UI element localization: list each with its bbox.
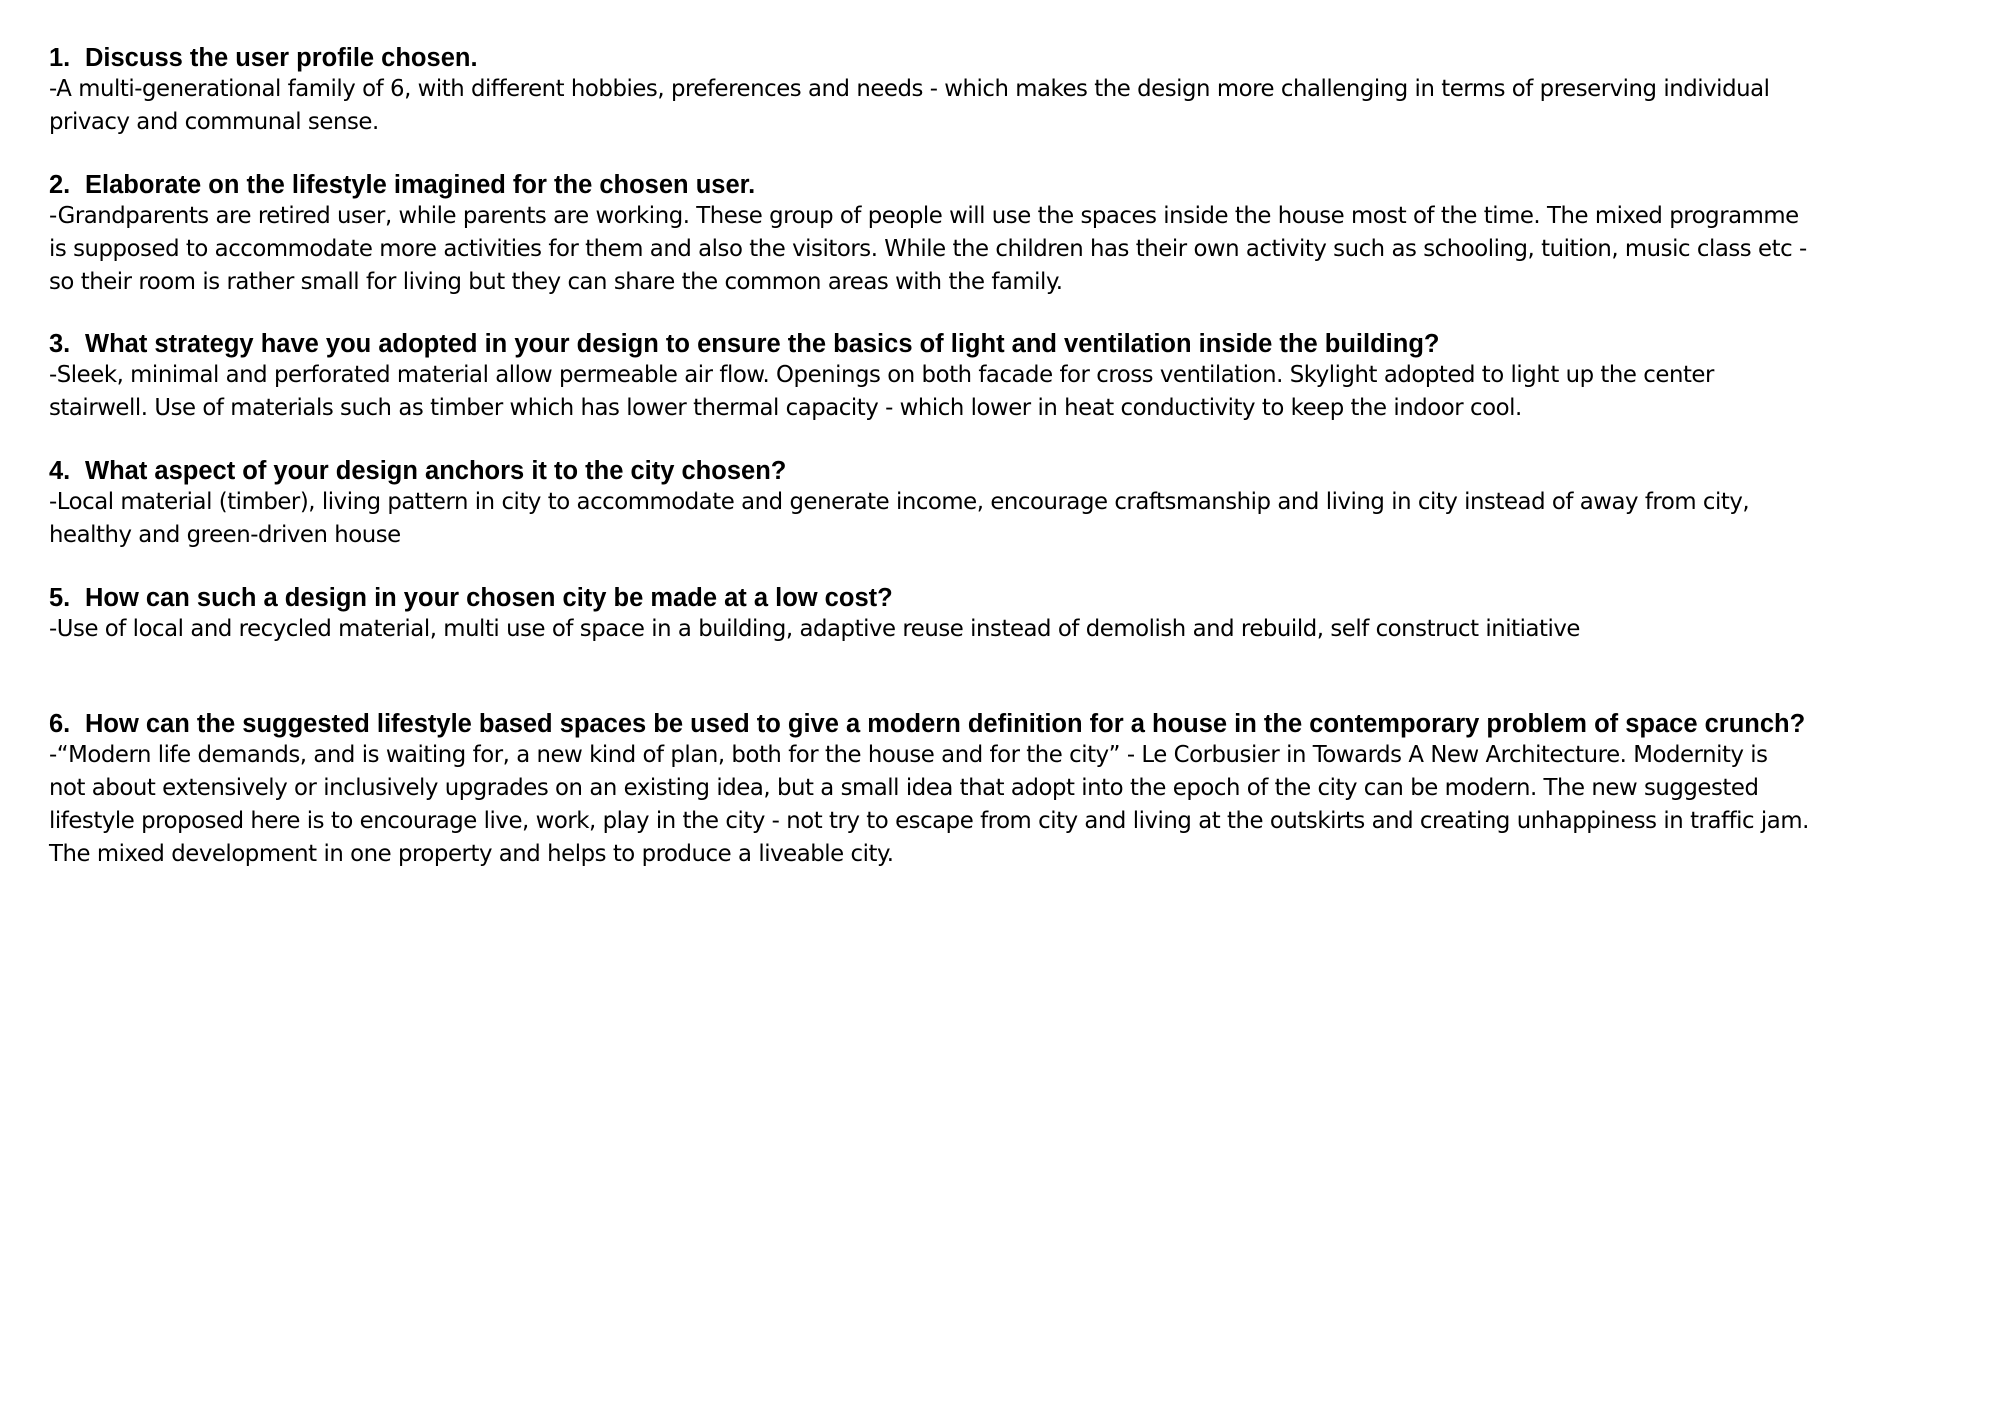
question-number: 6. xyxy=(49,710,71,738)
qa-item-1 xyxy=(49,43,1809,139)
question-text: Elaborate on the lifestyle imagined for the chosen user. xyxy=(85,171,756,199)
answer-text: -A multi-generational family of 6, with different hobbies, preferences and needs - which makes the design more challenging in terms of preserving individual privacy and communal sense. xyxy=(49,76,1770,135)
answer-text: -Use of local and recycled material, multi use of space in a building, adaptive reuse instead of demolish and rebuild, self construct initiative xyxy=(49,616,1581,642)
question-number: 4. xyxy=(49,457,71,485)
document-page xyxy=(49,43,1809,871)
question-heading xyxy=(49,43,1809,73)
question-text: What strategy have you adopted in your design to ensure the basics of light and ventilation inside the building? xyxy=(85,330,1440,358)
question-text: How can such a design in your chosen city be made at a low cost? xyxy=(85,584,893,612)
question-number: 5. xyxy=(49,584,71,612)
answer-text: -Grandparents are retired user, while parents are working. These group of people will use the spaces inside the house most of the time. The mixed programme is supposed to accommodate more activities for them and also the visitors. While the children has their own activity such as schooling, tuition, music class etc - so their room is rather small for living but they can share the common areas with the family. xyxy=(49,203,1807,295)
answer-text: -Sleek, minimal and perforated material allow permeable air flow. Openings on both facade for cross ventilation. Skylight adopted to light up the center stairwell. Use of materials such as timber which has lower thermal capacity - which lower in heat conductivity to keep the indoor cool. xyxy=(49,362,1714,421)
question-heading xyxy=(49,170,1809,200)
qa-item-2 xyxy=(49,170,1809,299)
qa-item-5 xyxy=(49,583,1809,646)
answer-text: -Local material (timber), living pattern in city to accommodate and generate income, encourage craftsmanship and living in city instead of away from city, healthy and green-driven house xyxy=(49,489,1750,548)
question-text: Discuss the user profile chosen. xyxy=(85,44,478,72)
question-heading xyxy=(49,583,1809,613)
qa-item-4 xyxy=(49,456,1809,552)
question-heading xyxy=(49,456,1809,486)
question-number: 2. xyxy=(49,171,71,199)
question-text: How can the suggested lifestyle based spaces be used to give a modern definition for a house in the contemporary problem of space crunch? xyxy=(85,710,1806,738)
question-heading xyxy=(49,329,1809,359)
question-heading xyxy=(49,709,1809,739)
qa-item-6 xyxy=(49,709,1809,871)
question-number: 3. xyxy=(49,330,71,358)
qa-item-3 xyxy=(49,329,1809,425)
question-number: 1. xyxy=(49,44,71,72)
question-text: What aspect of your design anchors it to the city chosen? xyxy=(85,457,787,485)
answer-text: -“Modern life demands, and is waiting for, a new kind of plan, both for the house and for the city” - Le Corbusier in Towards A New Architecture. Modernity is not about extensively or inclusively upgrades on an existing idea, but a small idea that adopt into the epoch of the city can be modern. The new suggested lifestyle proposed here is to encourage live, work, play in the city - not try to escape from city and living at the outskirts and creating unhappiness in traffic jam. The mixed development in one property and helps to produce a liveable city. xyxy=(49,742,1809,867)
